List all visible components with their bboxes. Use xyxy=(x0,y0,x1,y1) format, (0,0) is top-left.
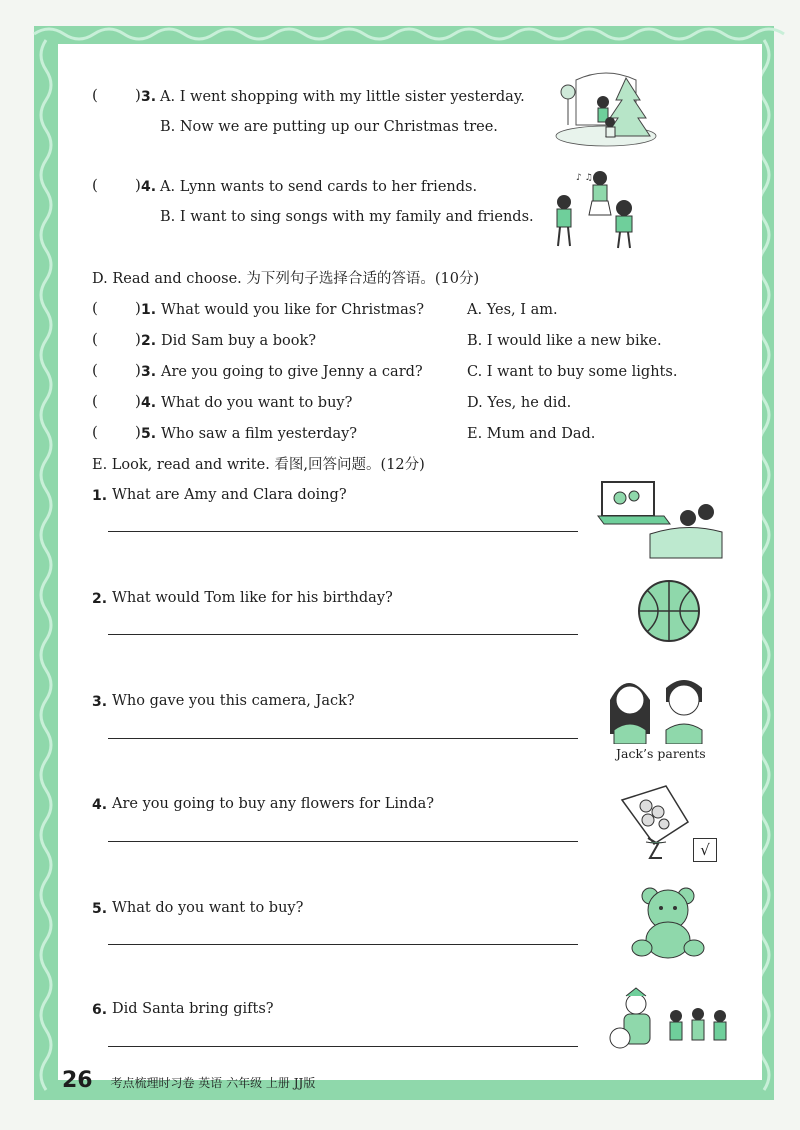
question-text: Who saw a film yesterday? xyxy=(161,426,358,442)
answer-line[interactable] xyxy=(108,738,578,739)
question-number: 2. xyxy=(92,591,108,607)
footer-text: 考点梳理时习卷 英语 六年级 上册 JJ版 xyxy=(110,1076,316,1090)
answer-bracket-left[interactable]: ( xyxy=(92,392,98,410)
christmas-tree-picture xyxy=(546,70,658,150)
answer-bracket-right: ) xyxy=(135,299,141,317)
dialogue-number: 3. xyxy=(141,89,157,105)
question-text: What would you like for Christmas? xyxy=(161,302,424,318)
answer-option: E. Mum and Dad. xyxy=(467,426,596,442)
page-number: 26 xyxy=(62,1068,93,1093)
answer-bracket-left[interactable]: ( xyxy=(92,330,98,348)
question-number: 5. xyxy=(92,901,108,917)
section-e-title: E. Look, read and write. 看图,回答问题。(12分) xyxy=(92,457,425,473)
dialogue-number: 4. xyxy=(141,179,157,195)
santa-gifts-picture xyxy=(606,986,740,1056)
answer-option: A. Yes, I am. xyxy=(467,302,558,318)
section-d-title: D. Read and choose. 为下列句子选择合适的答语。(10分) xyxy=(92,271,480,287)
answer-line[interactable] xyxy=(108,1046,578,1047)
answer-line[interactable] xyxy=(108,634,578,635)
answer-bracket-right: ) xyxy=(135,176,141,194)
answer-option: B. I would like a new bike. xyxy=(467,333,662,349)
answer-line[interactable] xyxy=(108,531,578,532)
checkmark-box: √ xyxy=(693,838,717,862)
dialogue-option-b: B. Now we are putting up our Christmas tree. xyxy=(160,119,498,135)
answer-line[interactable] xyxy=(108,944,578,945)
question-number: 1. xyxy=(141,302,157,318)
question-text: What are Amy and Clara doing? xyxy=(112,487,347,503)
question-number: 3. xyxy=(92,694,108,710)
question-number: 6. xyxy=(92,1002,108,1018)
question-text: What do you want to buy? xyxy=(112,900,304,916)
dialogue-option-a: A. I went shopping with my little sister yesterday. xyxy=(160,89,525,105)
answer-bracket-left[interactable]: ( xyxy=(92,361,98,379)
question-text: Who gave you this camera, Jack? xyxy=(112,693,355,709)
answer-bracket-right: ) xyxy=(135,423,141,441)
answer-bracket-left[interactable]: ( xyxy=(92,423,98,441)
question-number: 5. xyxy=(141,426,157,442)
answer-bracket-right: ) xyxy=(135,330,141,348)
dialogue-option-b: B. I want to sing songs with my family and friends. xyxy=(160,209,534,225)
answer-line[interactable] xyxy=(108,841,578,842)
singing-children-picture xyxy=(548,166,642,250)
jacks-parents-picture xyxy=(606,670,710,744)
answer-option: D. Yes, he did. xyxy=(467,395,572,411)
answer-bracket-right: ) xyxy=(135,86,141,104)
question-text: Did Sam buy a book? xyxy=(161,333,317,349)
svg-text:♪ ♫: ♪ ♫ xyxy=(576,173,593,183)
flower-bouquet-picture xyxy=(618,784,690,862)
question-text: Are you going to buy any flowers for Linda? xyxy=(112,796,435,812)
question-text: What do you want to buy? xyxy=(161,395,353,411)
answer-bracket-right: ) xyxy=(135,392,141,410)
answer-bracket-left[interactable]: ( xyxy=(92,299,98,317)
question-number: 1. xyxy=(92,488,108,504)
answer-bracket-left[interactable]: ( xyxy=(92,86,98,104)
answer-bracket-left[interactable]: ( xyxy=(92,176,98,194)
question-number: 4. xyxy=(92,797,108,813)
question-number: 2. xyxy=(141,333,157,349)
question-number: 3. xyxy=(141,364,157,380)
picture-caption: Jack’s parents xyxy=(616,746,706,761)
question-number: 4. xyxy=(141,395,157,411)
question-text: What would Tom like for his birthday? xyxy=(112,590,393,606)
basketball-picture xyxy=(636,578,702,644)
watching-tv-picture xyxy=(596,478,724,560)
page-footer xyxy=(62,1068,315,1093)
question-text: Did Santa bring gifts? xyxy=(112,1001,274,1017)
teddy-bear-picture xyxy=(628,882,708,962)
answer-bracket-right: ) xyxy=(135,361,141,379)
dialogue-option-a: A. Lynn wants to send cards to her friends. xyxy=(160,179,478,195)
question-text: Are you going to give Jenny a card? xyxy=(161,364,423,380)
answer-option: C. I want to buy some lights. xyxy=(467,364,678,380)
